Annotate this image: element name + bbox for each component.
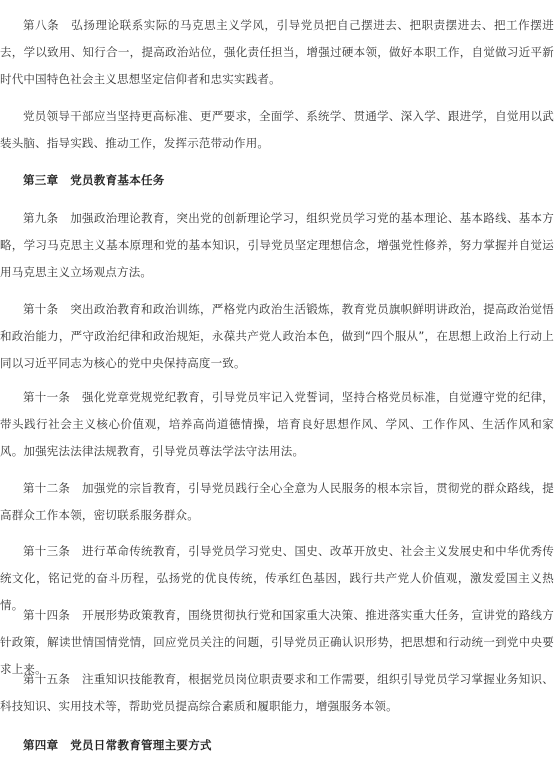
article-15-paragraph: 第十五条 注重知识技能教育，根据党员岗位职责要求和工作需要，组织引导党员学习掌握业务知识、科技知识、实用技术等，帮助党员提高综合素质和履职能力，增强服务本领。 xyxy=(0,672,554,713)
leaders-requirement-paragraph: 党员领导干部应当坚持更高标准、更严要求，全面学、系统学、贯通学、深入学、跟进学，自觉用以武装头脑、指导实践、推动工作，发挥示范带动作用。 xyxy=(0,109,554,150)
article-12-paragraph: 第十二条 加强党的宗旨教育，引导党员践行全心全意为人民服务的根本宗旨，贯彻党的群众路线，提高群众工作本领，密切联系服务群众。 xyxy=(0,481,554,522)
chapter-4-heading: 第四章 党员日常教育管理主要方式 xyxy=(23,738,212,752)
article-14-paragraph: 第十四条 开展形势政策教育，围绕贯彻执行党和国家重大决策、推进落实重大任务，宣讲党的路线方针政策，解读世情国情党情，回应党员关注的问题，引导党员正确认识形势，把思想和行动统一到党中央要求上来。 xyxy=(0,608,554,676)
article-13-paragraph: 第十三条 进行革命传统教育，引导党员学习党史、国史、改革开放史、社会主义发展史和中华优秀传统文化，铭记党的奋斗历程，弘扬党的优良传统，传承红色基因，践行共产党人价值观，激发爱国主义热情。 xyxy=(0,544,554,612)
article-10-paragraph: 第十条 突出政治教育和政治训练，严格党内政治生活锻炼，教育党员旗帜鲜明讲政治，提高政治觉悟和政治能力，严守政治纪律和政治规矩，永葆共产党人政治本色，做到“四个服从”，在思想上政治上行动上同以习近平同志为核心的党中央保持高度一致。 xyxy=(0,302,554,370)
article-9-paragraph: 第九条 加强政治理论教育，突出党的创新理论学习，组织党员学习党的基本理论、基本路线、基本方略，学习马克思主义基本原理和党的基本知识，引导党员坚定理想信念，增强党性修养，努力掌握并自觉运用马克思主义立场观点方法。 xyxy=(0,211,554,279)
article-8-paragraph: 第八条 弘扬理论联系实际的马克思主义学风，引导党员把自己摆进去、把职责摆进去、把工作摆进去，学以致用、知行合一，提高政治站位，强化责任担当，增强过硬本领，做好本职工作，自觉做习近平新时代中国特色社会主义思想坚定信仰者和忠实实践者。 xyxy=(0,18,554,86)
article-11-paragraph: 第十一条 强化党章党规党纪教育，引导党员牢记入党誓词，坚持合格党员标准，自觉遵守党的纪律，带头践行社会主义核心价值观，培养高尚道德情操，培育良好思想作风、学风、工作作风、生活作风和家风。加强宪法法律法规教育，引导党员尊法学法守法用法。 xyxy=(0,390,554,458)
chapter-3-heading: 第三章 党员教育基本任务 xyxy=(23,173,165,187)
